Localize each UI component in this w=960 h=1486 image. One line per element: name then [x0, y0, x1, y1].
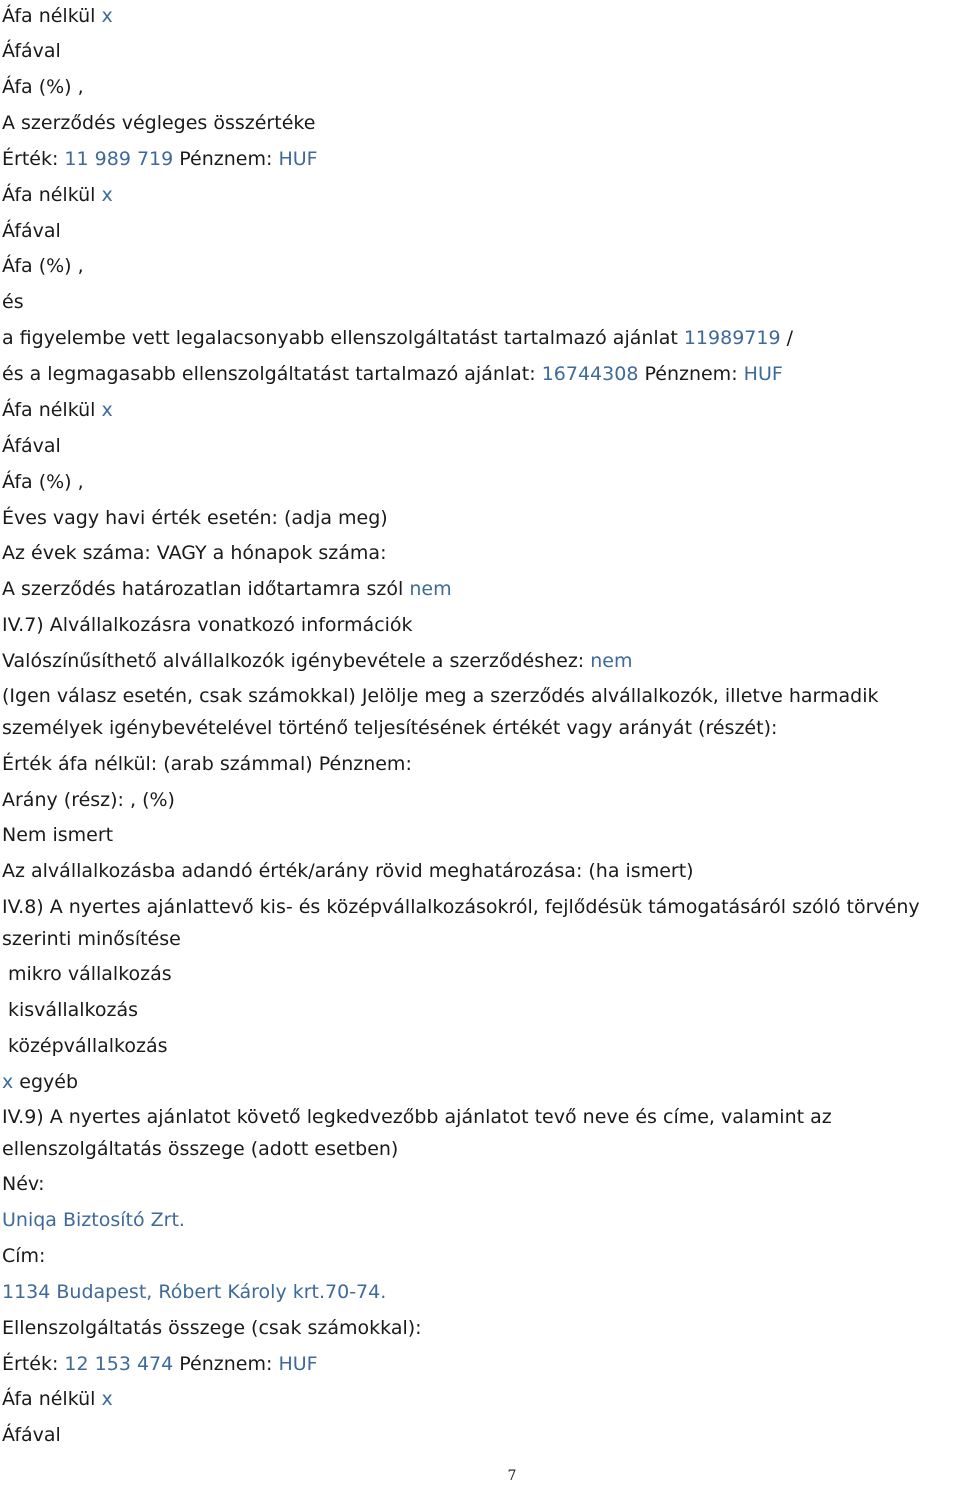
vat-excluded-mark: x	[101, 399, 113, 421]
vat-included-line: Áfával	[2, 1424, 61, 1446]
page-number: 7	[507, 1468, 517, 1484]
section-iv8-heading: IV.8) A nyertes ajánlattevő kis- és középvállalkozásokról, fejlődésük támogatásáról szóló törvény szerinti minősítése	[2, 896, 920, 950]
option-medium-enterprise: középvállalkozás	[8, 1035, 168, 1057]
value-without-vat-line: Érték áfa nélkül: (arab számmal) Pénznem:	[2, 753, 412, 775]
vat-excluded-mark: x	[101, 184, 113, 206]
vat-excluded-line: Áfa nélkül x	[2, 184, 113, 206]
selected-mark: x	[2, 1071, 14, 1093]
indefinite-term-line: A szerződés határozatlan időtartamra szól nem	[2, 578, 452, 600]
option-small-enterprise: kisvállalkozás	[8, 999, 139, 1021]
years-months-line: Az évek száma: VAGY a hónapok száma:	[2, 542, 387, 564]
subcontract-description-line: Az alvállalkozásba adandó érték/arány rövid meghatározása: (ha ismert)	[2, 860, 694, 882]
contract-value: 11 989 719	[64, 148, 174, 170]
vat-included-line: Áfával	[2, 220, 61, 242]
bidder-address-value: 1134 Budapest, Róbert Károly krt.70-74.	[2, 1281, 387, 1303]
lowest-offer-line: a figyelembe vett legalacsonyabb ellenszolgáltatást tartalmazó ajánlat 11989719 /	[2, 327, 794, 349]
value-currency-line: Érték: 12 153 474 Pénznem: HUF	[2, 1353, 318, 1375]
option-other: x egyéb	[2, 1071, 79, 1093]
vat-excluded-line: Áfa nélkül x	[2, 5, 113, 27]
and-line: és	[2, 291, 24, 313]
consideration-value: 12 153 474	[64, 1353, 174, 1375]
address-label: Cím:	[2, 1245, 46, 1267]
vat-included-line: Áfával	[2, 435, 61, 457]
currency-value: HUF	[278, 148, 318, 170]
subcontractor-likely-value: nem	[590, 650, 633, 672]
section-iv9-heading: IV.9) A nyertes ajánlatot követő legkedvezőbb ajánlatot tevő neve és címe, valamint az ellenszolgáltatás összege (adott esetben)	[2, 1106, 832, 1160]
vat-percent-line: Áfa (%) ,	[2, 76, 84, 98]
section-iv7-heading: IV.7) Alvállalkozásra vonatkozó információk	[2, 614, 413, 636]
bidder-name-value: Uniqa Biztosító Zrt.	[2, 1209, 185, 1231]
option-micro-enterprise: mikro vállalkozás	[8, 963, 172, 985]
name-label: Név:	[2, 1173, 45, 1195]
not-known-line: Nem ismert	[2, 824, 114, 846]
vat-percent-line: Áfa (%) ,	[2, 255, 84, 277]
vat-excluded-mark: x	[101, 1388, 113, 1410]
subcontract-instruction-paragraph: (Igen válasz esetén, csak számokkal) Jelölje meg a szerződés alvállalkozók, illetve harmadik személyek igénybevételével történő teljesítésének értékét vagy arányát (részét):	[2, 685, 879, 739]
consideration-amount-label: Ellenszolgáltatás összege (csak számokkal):	[2, 1317, 422, 1339]
ratio-line: Arány (rész): , (%)	[2, 789, 175, 811]
value-currency-line: Érték: 11 989 719 Pénznem: HUF	[2, 148, 318, 170]
highest-offer-line: és a legmagasabb ellenszolgáltatást tartalmazó ajánlat: 16744308 Pénznem: HUF	[2, 363, 783, 385]
vat-excluded-line: Áfa nélkül x	[2, 399, 113, 421]
currency-value: HUF	[278, 1353, 318, 1375]
contract-final-total-heading: A szerződés végleges összértéke	[2, 112, 316, 134]
highest-offer-value: 16744308	[541, 363, 639, 385]
vat-excluded-mark: x	[101, 5, 113, 27]
vat-percent-line: Áfa (%) ,	[2, 471, 84, 493]
currency-value: HUF	[743, 363, 783, 385]
vat-included-line: Áfával	[2, 40, 61, 62]
annual-monthly-line: Éves vagy havi érték esetén: (adja meg)	[2, 507, 388, 529]
vat-excluded-line: Áfa nélkül x	[2, 1388, 113, 1410]
lowest-offer-value: 11989719	[683, 327, 781, 349]
subcontractor-likely-line: Valószínűsíthető alvállalkozók igénybevétele a szerződéshez: nem	[2, 650, 633, 672]
indefinite-term-value: nem	[409, 578, 452, 600]
